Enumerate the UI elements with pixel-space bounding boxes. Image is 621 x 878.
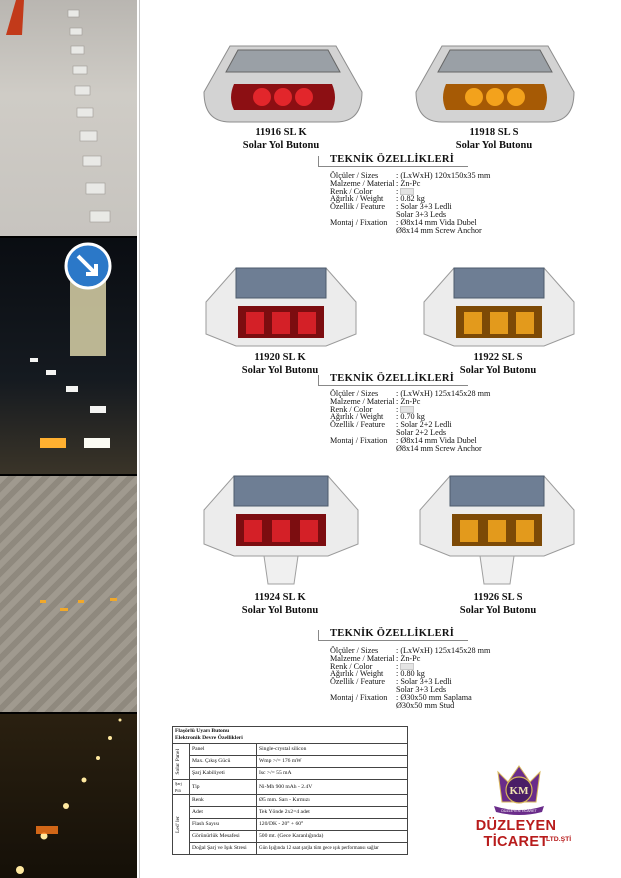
table-row: Led' ler Renk Ø5 mm. Sarı - Kırmızı [173, 795, 408, 807]
spec-table [330, 172, 530, 234]
product-code: 11922 SL S [473, 352, 523, 363]
road-stud-amber-image [412, 38, 578, 126]
product-name: Solar Yol Butonu [241, 365, 319, 376]
table-row: Adet Tek Yönde 2x2=4 adet [173, 807, 408, 819]
brand-ribbon-text: DÜZLEYEN TİCARET [501, 809, 537, 813]
spec-row: Ölçüler / Sizes : (LxWxH) 125x145x28 mm [330, 646, 491, 655]
product-code: 11918 SL S [469, 127, 519, 138]
spec-row: Malzeme / Material : Zn-Pc [330, 653, 421, 663]
night-road-photo [0, 238, 137, 474]
solar-stud-amber-image [420, 262, 578, 350]
spec-row: Montaj / Fixation : Ø8x14 mm Vida Dubel [330, 435, 477, 445]
spec-row: Ø8x14 mm Screw Anchor [396, 225, 482, 235]
spec-table [330, 647, 530, 709]
anchored-stud-red-image [200, 470, 362, 588]
brand-suffix: LTD.ŞTİ [546, 836, 572, 843]
spec-row: Malzeme / Material : Zn-Pc [330, 178, 421, 188]
spec-row: Renk / Color : [330, 188, 530, 196]
product-name: Solar Yol Butonu [459, 605, 537, 616]
spec-row: Solar 3+3 Leds [396, 209, 447, 219]
product-code: 11920 SL K [254, 352, 306, 363]
product-code: 11924 SL K [254, 592, 306, 603]
brand-monogram: KM [509, 785, 529, 797]
table-row: Doğal Şarj ve Işık Stresi Gün Işığında 12 saat şarjla tüm gece ışık performansı sağlar [173, 843, 408, 855]
paved-road-photo [0, 476, 137, 712]
photo-strip [0, 0, 137, 878]
road-studs-photo [0, 0, 137, 236]
road-stud-red-image [200, 38, 366, 126]
table-header: Flaşörlü Uyarı Butonu Elektronik Devre Özellikleri [173, 727, 408, 744]
spec-rule-vertical [318, 375, 319, 385]
spec-rule [318, 640, 468, 641]
spec-row: Ağırlık / Weight : 0.82 kg [330, 194, 425, 204]
product-code: 11916 SL K [255, 127, 307, 138]
spec-title: TEKNİK ÖZELLİKLERİ [330, 154, 455, 165]
spec-row: Özellik / Feature : Solar 2+2 Ledli [330, 420, 452, 430]
solar-stud-red-image [202, 262, 360, 350]
spec-row: Renk / Color : [330, 663, 530, 671]
brand-logo [490, 762, 548, 816]
spec-table [330, 390, 530, 452]
glowing-studs-photo [0, 714, 137, 878]
spec-row: Montaj / Fixation : Ø8x14 mm Vida Dubel [330, 217, 477, 227]
table-row: Şarj Pili Tip Ni-Mh 900 mAh - 2.4V [173, 780, 408, 795]
spec-row: Ağırlık / Weight : 0.70 kg [330, 412, 425, 422]
spec-row: Ölçüler / Sizes : (LxWxH) 120x150x35 mm [330, 171, 491, 180]
product-caption [210, 591, 350, 617]
spec-row: Ø30x50 mm Stud [396, 700, 455, 710]
product-caption [210, 351, 350, 377]
spec-row: Solar 2+2 Leds [396, 427, 447, 437]
product-name: Solar Yol Butonu [241, 605, 319, 616]
product-name: Solar Yol Butonu [459, 365, 537, 376]
product-name: Solar Yol Butonu [455, 140, 533, 151]
spec-row: Özellik / Feature : Solar 3+3 Ledli [330, 677, 452, 687]
spec-title: TEKNİK ÖZELLİKLERİ [330, 628, 455, 639]
product-code: 11926 SL S [473, 592, 523, 603]
spec-row: Ölçüler / Sizes : (LxWxH) 125x145x28 mm [330, 389, 491, 398]
brand-name: DÜZLEYEN TİCARET [475, 818, 557, 850]
electronics-table [172, 726, 408, 855]
product-caption [211, 126, 351, 152]
spec-title: TEKNİK ÖZELLİKLERİ [330, 373, 455, 384]
spec-rule [318, 166, 468, 167]
product-caption [424, 126, 564, 152]
anchored-stud-amber-image [416, 470, 578, 588]
table-row: Solar Panel Panel Single-crystal silicon [173, 744, 408, 756]
spec-rule-vertical [318, 156, 319, 166]
spec-row: Renk / Color : [330, 406, 530, 414]
table-row: Max. Çıkış Gücü Wmp >/= 176 mW [173, 756, 408, 768]
product-caption [428, 591, 568, 617]
spec-rule-vertical [318, 630, 319, 640]
spec-row: Özellik / Feature : Solar 3+3 Ledli [330, 202, 452, 212]
table-row: Görünürlük Mesafesi 500 mt. (Gece Karanlığında) [173, 831, 408, 843]
table-row: Şarj Kabiliyeti Isc >/= 55 mA [173, 768, 408, 780]
spec-rule [318, 385, 468, 386]
table-row: Flash Sayısı 120/DK - 20° + 60° [173, 819, 408, 831]
spec-row: Ağırlık / Weight : 0.80 kg [330, 669, 425, 679]
spec-row: Malzeme / Material : Zn-Pc [330, 396, 421, 406]
product-name: Solar Yol Butonu [242, 140, 320, 151]
spec-row: Ø8x14 mm Screw Anchor [396, 443, 482, 453]
spec-row: Solar 3+3 Leds [396, 684, 447, 694]
spec-row: Montaj / Fixation : Ø30x50 mm Saplama [330, 692, 472, 702]
